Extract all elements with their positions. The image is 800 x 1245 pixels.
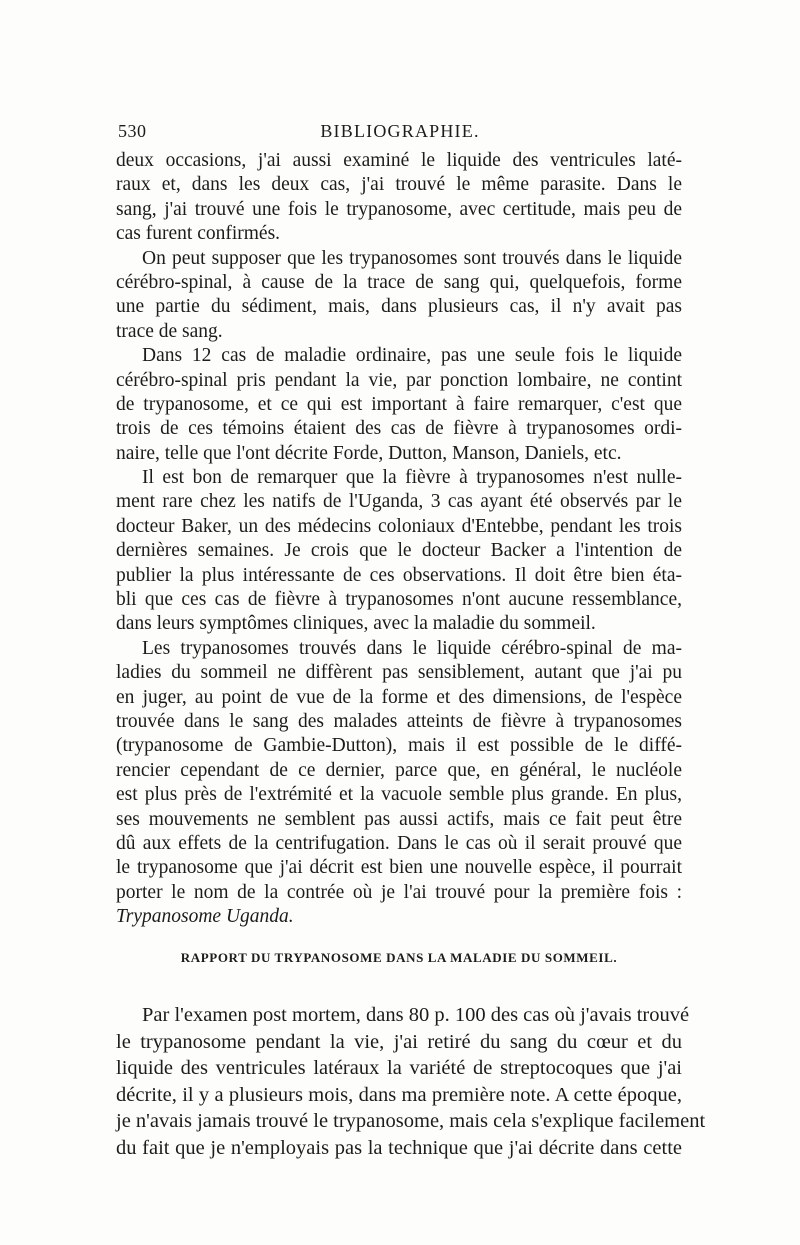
- text-line: Par l'examen post mortem, dans 80 p. 100 des cas où j'avais trouvé: [142, 1004, 690, 1026]
- text-line: est plus près de l'extrémité et la vacuole semble plus grande. En plus,: [116, 784, 682, 806]
- text-line: docteur Baker, un des médecins coloniaux d'Entebbe, pendant les trois: [116, 515, 682, 537]
- text-line: sang, j'ai trouvé une fois le trypanosome, avec certitude, mais peu de: [116, 198, 682, 220]
- text-line: deux occasions, j'ai aussi examiné le liquide des ventricules laté-: [116, 150, 682, 171]
- text-line: de trypanosome, et ce qui est important à faire remarquer, c'est que: [116, 393, 682, 415]
- section-text: [116, 1002, 706, 1161]
- text-line: (trypanosome de Gambie-Dutton), mais il est possible de le diffé-: [116, 735, 682, 757]
- text-line: ladies du sommeil ne diffèrent pas sensiblement, autant que j'ai pu: [116, 662, 682, 684]
- text-line: le trypanosome pendant la vie, j'ai retiré du sang du cœur et du: [116, 1030, 682, 1053]
- text-line: décrite, il y a plusieurs mois, dans ma première note. A cette époque,: [116, 1083, 682, 1106]
- text-line: naire, telle que l'ont décrite Forde, Dutton, Manson, Daniels, etc.: [116, 442, 622, 464]
- text-line: trouvée dans le sang des malades atteints de fièvre à trypanosomes: [116, 710, 682, 732]
- text-line: On peut supposer que les trypanosomes sont trouvés dans le liquide: [142, 247, 682, 269]
- text-line: trace de sang.: [116, 320, 223, 342]
- text-line: liquide des ventricules latéraux la variété de streptocoques que j'ai: [116, 1057, 682, 1079]
- text-line: cérébro-spinal, à cause de la trace de sang qui, quelquefois, forme: [116, 271, 682, 293]
- text-line: bli que ces cas de fièvre à trypanosomes n'ont aucune ressemblance,: [116, 589, 682, 611]
- running-title: BIBLIOGRAPHIE.: [320, 121, 480, 141]
- text-line: du fait que je n'employais pas la technique que j'ai décrite dans cette: [116, 1136, 682, 1159]
- text-line: une partie du sédiment, mais, dans plusieurs cas, il n'y avait pas: [116, 296, 682, 318]
- text-line: trois de ces témoins étaient des cas de fièvre à trypanosomes ordi-: [116, 418, 682, 440]
- text-line: Dans 12 cas de maladie ordinaire, pas une seule fois le liquide: [142, 345, 682, 367]
- text-line: raux et, dans les deux cas, j'ai trouvé le même parasite. Dans le: [116, 174, 682, 196]
- text-line: publier la plus intéressante de ces observations. Il doit être bien éta-: [116, 564, 682, 586]
- text-line: dernières semaines. Je crois que le docteur Backer a l'intention de: [116, 540, 682, 562]
- text-line: le trypanosome que j'ai décrit est bien une nouvelle espèce, il pourrait: [116, 857, 682, 879]
- text-line: Il est bon de remarquer que la fièvre à trypanosomes n'est nulle-: [142, 467, 682, 489]
- text-line: dans leurs symptômes cliniques, avec la maladie du sommeil.: [116, 613, 596, 635]
- page-number: 530: [118, 121, 147, 141]
- text-line: ment rare chez les natifs de l'Uganda, 3 cas ayant été observés par le: [116, 491, 682, 513]
- running-head: [118, 121, 682, 147]
- body-text: [116, 149, 682, 930]
- text-line: porter le nom de la contrée où je l'ai trouvé pour la première fois :: [116, 881, 682, 903]
- text-line: ses mouvements ne semblent pas aussi actifs, mais ce fait peut être: [116, 808, 682, 830]
- text-line: dû aux effets de la centrifugation. Dans le cas où il serait prouvé que: [116, 832, 682, 854]
- text-line: je n'avais jamais trouvé le trypanosome, mais cela s'explique facilement: [116, 1110, 706, 1132]
- text-line: cérébro-spinal pris pendant la vie, par ponction lombaire, ne contint: [116, 369, 682, 391]
- text-line: rencier cependant de ce dernier, parce que, en général, le nucléole: [116, 759, 682, 781]
- text-line: cas furent confirmés.: [116, 223, 281, 245]
- section-heading: RAPPORT DU TRYPANOSOME DANS LA MALADIE DU SOMMEIL.: [180, 950, 618, 965]
- text-line: Les trypanosomes trouvés dans le liquide cérébro-spinal de ma-: [142, 637, 682, 659]
- text-line-italic: Trypanosome Uganda.: [116, 906, 294, 928]
- text-line: en juger, au point de vue de la forme et des dimensions, de l'espèce: [116, 686, 682, 708]
